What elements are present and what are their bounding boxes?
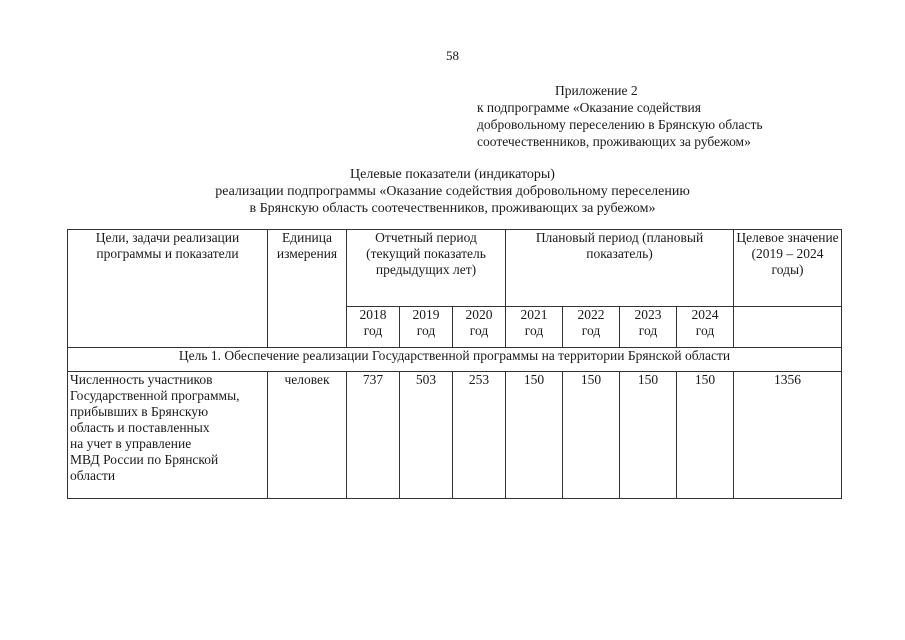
goal-1-text: Цель 1. Обеспечение реализации Государственной программы на территории Брянской области xyxy=(68,348,842,372)
year-2024: 2024 год xyxy=(677,307,734,348)
page-number: 58 xyxy=(446,48,459,63)
indicator-unit: человек xyxy=(268,372,347,499)
year-2022: 2022 год xyxy=(563,307,620,348)
table-header-row xyxy=(68,230,842,307)
document-title xyxy=(0,166,905,217)
year-2018: 2018 год xyxy=(347,307,400,348)
header-goals: Цели, задачи реализации программы и показатели xyxy=(68,230,268,348)
value-2019: 503 xyxy=(400,372,453,499)
indicators-table xyxy=(67,229,842,499)
table-row xyxy=(68,372,842,499)
goal-row xyxy=(68,348,842,372)
value-2023: 150 xyxy=(620,372,677,499)
year-2020: 2020 год xyxy=(453,307,506,348)
document-title-line: Целевые показатели (индикаторы) xyxy=(350,167,555,182)
appendix-line: добровольному переселению в Брянскую область xyxy=(477,117,763,132)
appendix-line: к подпрограмме «Оказание содействия xyxy=(477,100,701,115)
appendix-line: соотечественников, проживающих за рубежом» xyxy=(477,134,751,149)
header-planned-period: Плановый период (плановый показатель) xyxy=(506,230,734,307)
header-target-value: Целевое значение (2019 – 2024 годы) xyxy=(734,230,842,307)
year-2019: 2019 год xyxy=(400,307,453,348)
indicator-name: Численность участников Государственной программы, прибывших в Брянскую область и поставленных на учет в управление МВД России по Брянской области xyxy=(68,372,268,499)
year-2021: 2021 год xyxy=(506,307,563,348)
header-reporting-period: Отчетный период (текущий показатель предыдущих лет) xyxy=(347,230,506,307)
value-target: 1356 xyxy=(734,372,842,499)
target-year-empty-cell xyxy=(734,307,842,348)
value-2018: 737 xyxy=(347,372,400,499)
document-title-line: в Брянскую область соотечественников, проживающих за рубежом» xyxy=(249,201,656,216)
appendix-title: Приложение 2 xyxy=(555,83,638,98)
year-2023: 2023 год xyxy=(620,307,677,348)
value-2020: 253 xyxy=(453,372,506,499)
value-2022: 150 xyxy=(563,372,620,499)
value-2024: 150 xyxy=(677,372,734,499)
value-2021: 150 xyxy=(506,372,563,499)
document-title-line: реализации подпрограммы «Оказание содействия добровольному переселению xyxy=(215,184,690,199)
header-unit: Единица измерения xyxy=(268,230,347,348)
appendix-block xyxy=(477,82,877,150)
